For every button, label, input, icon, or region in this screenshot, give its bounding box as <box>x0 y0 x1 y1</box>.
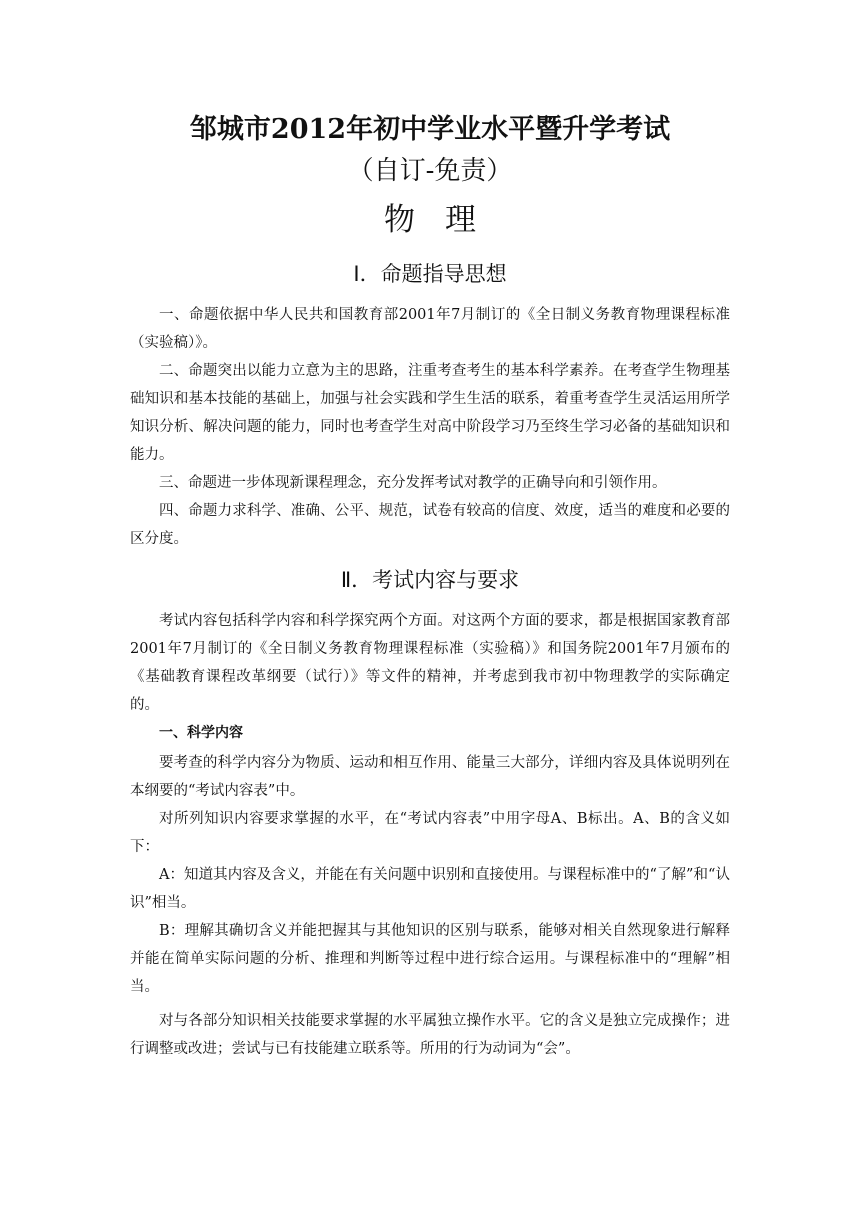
paragraph: A：知道其内容及含义，并能在有关问题中识别和直接使用。与课程标准中的“了解”和“认识”相当。 <box>130 867 730 911</box>
paragraph: B：理解其确切含义并能把握其与其他知识的区别与联系，能够对相关自然现象进行解释并能在简单实际问题的分析、推理和判断等过程中进行综合运用。与课程标准中的“理解”相当。 <box>130 923 730 995</box>
paragraph: 二、命题突出以能力立意为主的思路，注重考查考生的基本科学素养。在考查学生物理基础知识和基本技能的基础上，加强与社会实践和学生生活的联系，着重考查学生灵活运用所学知识分析、解决问题的能力，同时也考查学生对高中阶段学习乃至终生学习必备的基础知识和能力。 <box>130 363 730 463</box>
section-heading-content-requirements: Ⅱ．考试内容与要求 <box>340 568 520 592</box>
paragraph: 要考查的科学内容分为物质、运动和相互作用、能量三大部分，详细内容及具体说明列在本纲要的“考试内容表”中。 <box>130 755 730 799</box>
subsection-heading-science-content: 一、科学内容 <box>159 725 243 741</box>
paragraph: 三、命题进一步体现新课程理念，充分发挥考试对教学的正确导向和引领作用。 <box>159 475 667 491</box>
paragraph: 四、命题力求科学、准确、公平、规范，试卷有较高的信度、效度，适当的难度和必要的区分度。 <box>130 503 730 547</box>
section-heading-guiding-principles: Ⅰ．命题指导思想 <box>353 262 507 286</box>
paragraph: 一、命题依据中华人民共和国教育部2001年7月制订的《全日制义务教育物理课程标准（实验稿）》。 <box>130 307 730 351</box>
paragraph: 对与各部分知识相关技能要求掌握的水平属独立操作水平。它的含义是独立完成操作；进行调整或改进；尝试与已有技能建立联系等。所用的行为动词为“会”。 <box>130 1013 730 1057</box>
document-subtitle: （自订-免责） <box>347 156 513 186</box>
document-title: 邹城市2012年初中学业水平暨升学考试 <box>189 114 671 145</box>
subject-title: 物理 <box>384 202 506 238</box>
paragraph: 对所列知识内容要求掌握的水平，在“考试内容表”中用字母A、B标出。A、B的含义如下： <box>130 811 730 855</box>
paragraph: 考试内容包括科学内容和科学探究两个方面。对这两个方面的要求，都是根据国家教育部2001年7月制订的《全日制义务教育物理课程标准（实验稿）》和国务院2001年7月颁布的《基础教育课程改革纲要（试行）》等文件的精神，并考虑到我市初中物理教学的实际确定的。 <box>130 613 730 713</box>
